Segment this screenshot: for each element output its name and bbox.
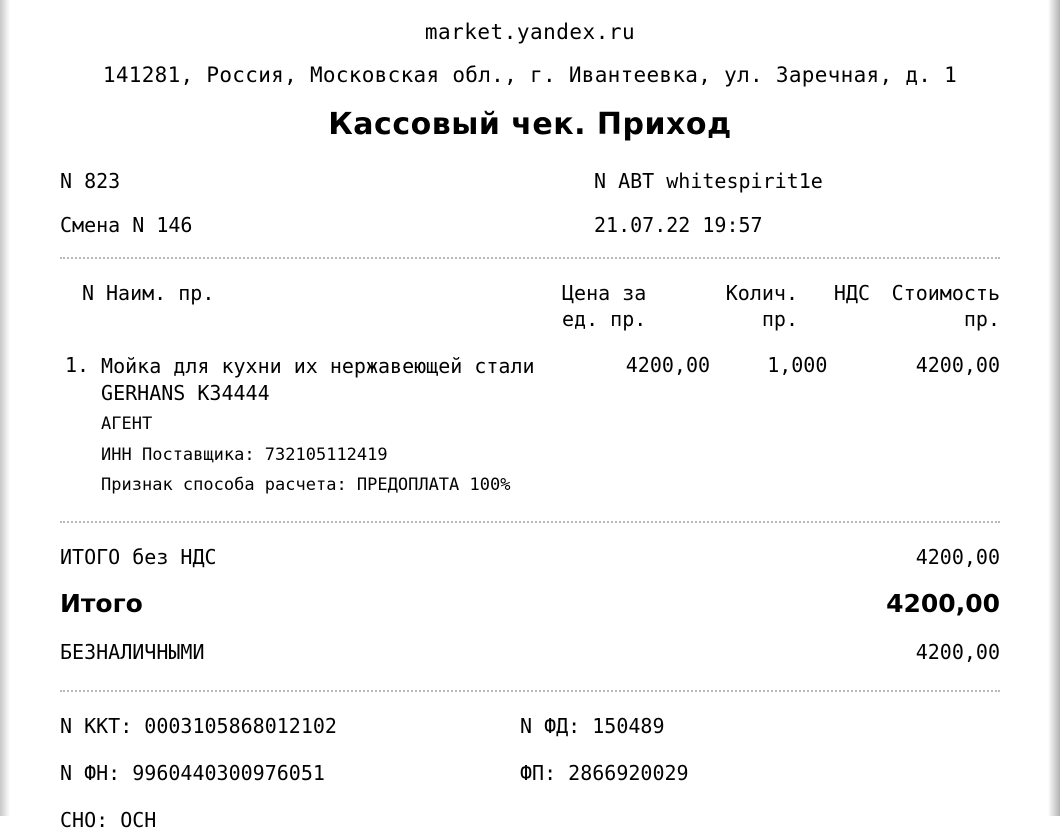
footer-row [60,714,1000,738]
total-label: ИТОГО без НДС [60,545,217,570]
page-shadow-right [1048,0,1060,816]
item-price: 4200,00 [625,353,711,377]
auto-operator: N АВТ whitespirit1e [594,169,823,193]
column-header-qty-unit: пр. [761,307,798,331]
divider [60,521,1000,523]
total-row-grand [60,589,1000,618]
divider [60,257,1000,259]
meta-row [60,169,1000,193]
page-shadow-left [0,0,10,816]
shift-number: Смена N 146 [60,213,193,237]
item-sum: 4200,00 [915,353,1000,377]
kkt-number: N ККТ: 0003105868012102 [60,714,337,739]
item-index: 1. [64,353,90,377]
fn-number: N ФН: 9960440300976051 [60,761,325,786]
item-quantity: 1,000 [767,353,828,377]
item-name: Мойка для кухни их нержавеющей стали GERHANS K34444 [101,354,535,406]
fd-number: N ФД: 150489 [520,714,665,739]
receipt-datetime: 21.07.22 19:57 [594,213,763,237]
column-header-name: Наим. пр. [106,281,215,305]
cashless-label: БЕЗНАЛИЧНЫМИ [60,640,205,665]
grand-total-label: Итого [60,589,143,619]
receipt-meta [60,169,1000,237]
item-payment-method: Признак способа расчета: ПРЕДОПЛАТА 100% [101,475,511,496]
column-header-sum-unit: пр. [963,307,1000,331]
column-header-n: N [81,281,94,305]
column-header-sum: Стоимость [891,281,1000,305]
column-header-price-unit: ед. пр. [562,307,647,331]
total-value: 4200,00 [915,545,1000,570]
items-table-header [60,281,1000,305]
column-header-n-cont [60,307,106,331]
items-table-header-second-line [60,307,1000,331]
column-header-vat: НДС [833,281,870,305]
divider [60,690,1000,692]
column-header-vat-unit [798,307,870,331]
company-address: 141281, Россия, Московская обл., г. Ивантеевка, ул. Заречная, д. 1 [102,63,958,87]
column-header-price: Цена за [562,281,647,305]
footer-row [60,808,1000,832]
fiscal-footer [60,714,1000,832]
total-row-cashless [60,640,1000,664]
totals-block [60,545,1000,664]
grand-total-value: 4200,00 [886,589,1000,619]
page-title: Кассовый чек. Приход [328,107,732,142]
receipt-number: N 823 [60,169,121,193]
column-header-name-cont [106,307,562,331]
sno-value: СНО: ОСН [60,808,157,832]
fp-number: ФП: 2866920029 [520,761,689,786]
table-row [60,353,1000,498]
item-supplier-inn: ИНН Поставщика: 732105112419 [101,444,388,465]
total-row-without-vat [60,545,1000,569]
site-url: market.yandex.ru [424,20,636,44]
item-agent: АГЕНТ [101,414,153,435]
footer-spacer [520,808,1000,832]
meta-row [60,213,1000,237]
item-name-block [101,353,626,498]
column-header-qty: Колич. [725,281,798,305]
footer-row [60,761,1000,785]
cashless-value: 4200,00 [915,640,1000,665]
